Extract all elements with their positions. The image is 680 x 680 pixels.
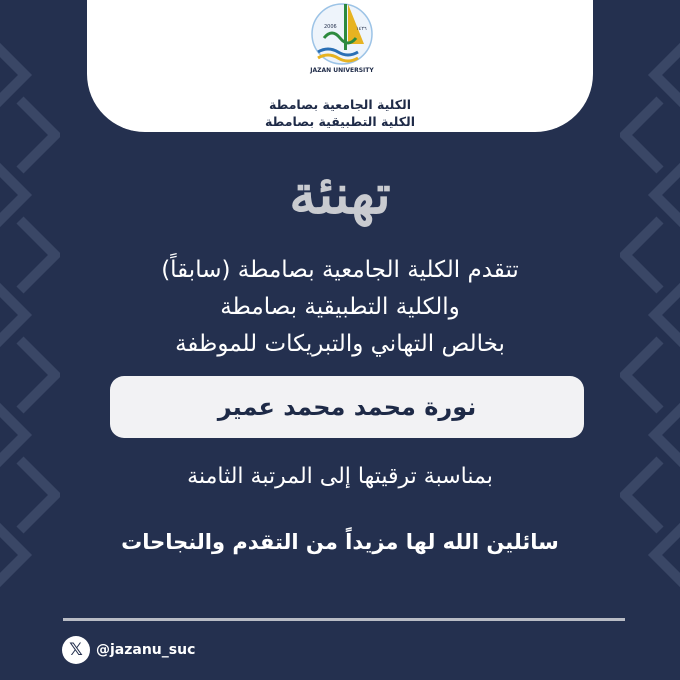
x-icon: 𝕏 bbox=[62, 636, 90, 664]
intro-line-1: تتقدم الكلية الجامعية بصامطة (سابقاً) bbox=[161, 257, 519, 283]
logo-year-gregorian: 2006 bbox=[324, 24, 337, 30]
college-names bbox=[0, 96, 680, 130]
congratulations-title: تهنئة bbox=[289, 162, 391, 226]
jazan-university-logo bbox=[304, 0, 380, 78]
intro-line-3: بخالص التهاني والتبريكات للموظفة bbox=[175, 331, 505, 357]
logo-caption: JAZAN UNIVERSITY bbox=[310, 67, 374, 74]
employee-name: نورة محمد محمد عمير bbox=[217, 393, 477, 421]
footer-divider bbox=[63, 618, 625, 621]
employee-name-box bbox=[110, 376, 584, 438]
college-name-1: الكلية الجامعية بصامطة bbox=[268, 97, 412, 112]
college-name-2: الكلية التطبيقية بصامطة bbox=[264, 114, 416, 129]
occasion-text: بمناسبة ترقيتها إلى المرتبة الثامنة bbox=[187, 464, 493, 489]
social-handle[interactable] bbox=[62, 636, 195, 664]
intro-line-2: والكلية التطبيقية بصامطة bbox=[220, 294, 460, 320]
intro-text bbox=[0, 252, 680, 363]
prayer-text: سائلين الله لها مزيداً من التقدم والنجاحات bbox=[121, 530, 559, 554]
social-handle-text: @jazanu_suc bbox=[96, 642, 196, 658]
logo-year-hijri: ١٤٢٦ bbox=[356, 26, 367, 32]
